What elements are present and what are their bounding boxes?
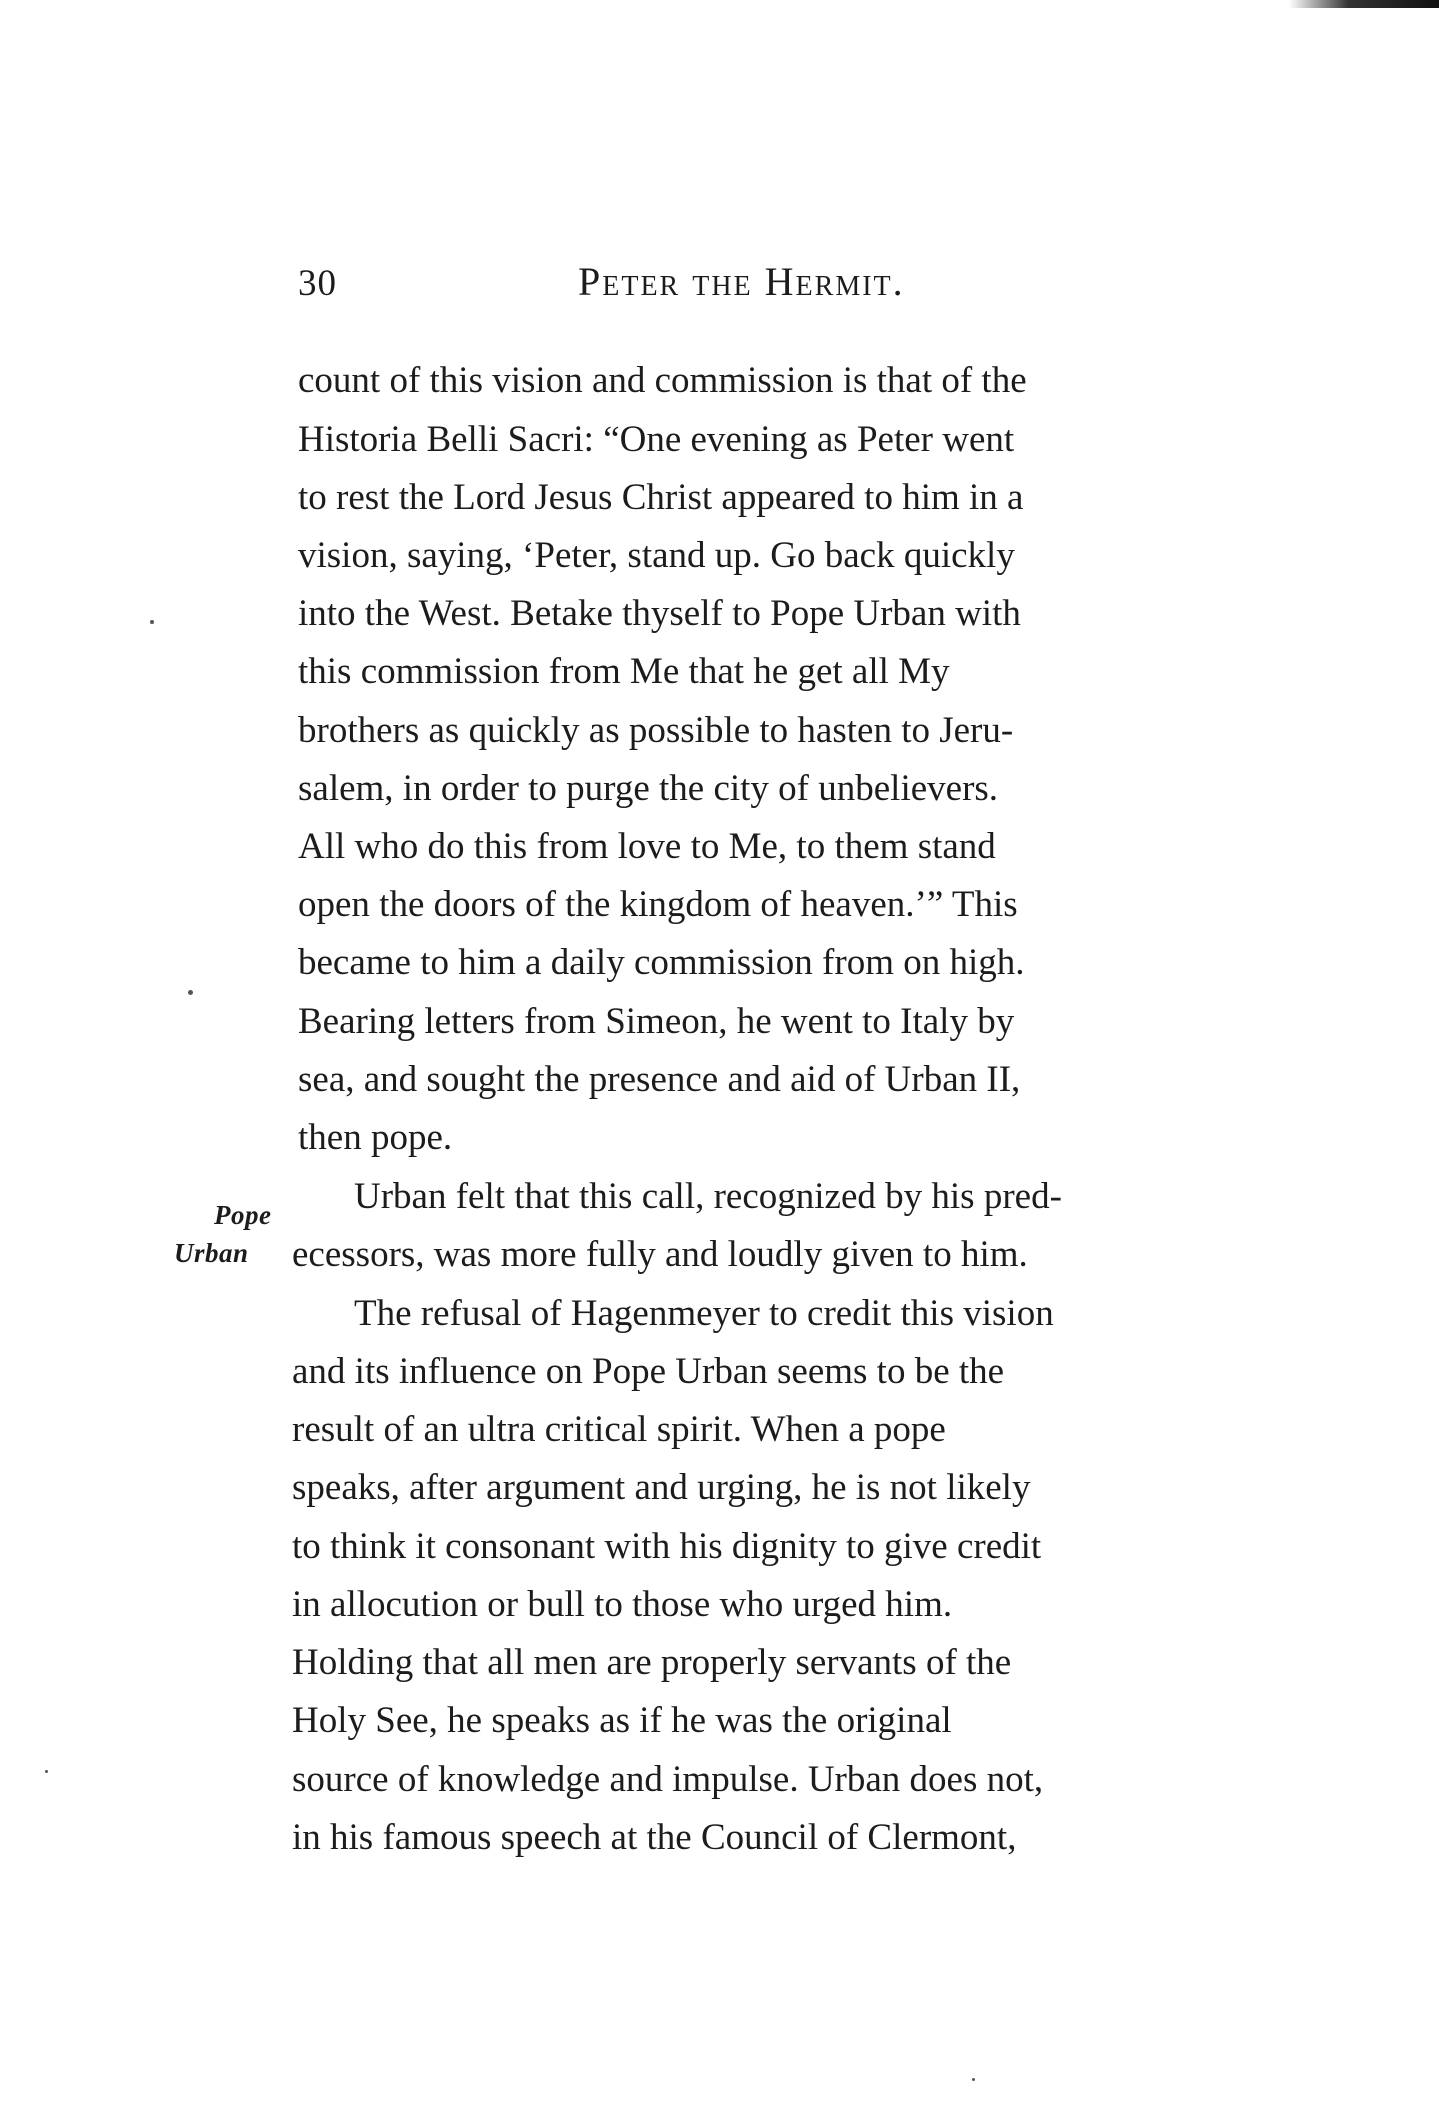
scan-speck	[45, 1770, 48, 1773]
text-line: count of this vision and commission is that of the	[298, 360, 1027, 401]
text-line: speaks, after argument and urging, he is not likely	[292, 1467, 1031, 1508]
text-line: Historia Belli Sacri: “One evening as Peter went	[298, 419, 1015, 460]
scan-edge-mark	[1289, 0, 1439, 8]
text-line: Urban felt that this call, recognized by his pred-	[354, 1176, 1062, 1217]
text-line: ecessors, was more fully and loudly given to him.	[292, 1234, 1028, 1275]
text-line: in allocution or bull to those who urged him.	[292, 1584, 953, 1625]
page-number: 30	[298, 263, 337, 304]
text-line: to rest the Lord Jesus Christ appeared to him in a	[298, 477, 1024, 518]
text-line: The refusal of Hagenmeyer to credit this vision	[354, 1293, 1054, 1334]
scan-speck	[188, 990, 193, 995]
text-line: brothers as quickly as possible to hasten to Jeru-	[298, 710, 1014, 751]
text-line: Bearing letters from Simeon, he went to Italy by	[298, 1001, 1015, 1042]
text-line: salem, in order to purge the city of unbelievers.	[298, 768, 999, 809]
scan-speck	[972, 2078, 975, 2081]
text-line: Holy See, he speaks as if he was the original	[292, 1700, 952, 1741]
text-line: source of knowledge and impulse. Urban does not,	[292, 1759, 1044, 1800]
text-line: became to him a daily commission from on high.	[298, 942, 1025, 983]
text-line: vision, saying, ‘Peter, stand up. Go back quickly	[298, 535, 1015, 576]
text-line: All who do this from love to Me, to them stand	[298, 826, 996, 867]
margin-note-line1: Pope	[214, 1200, 272, 1230]
text-line: result of an ultra critical spirit. When a pope	[292, 1409, 946, 1450]
text-line: then pope.	[298, 1117, 453, 1158]
running-title: Peter the Hermit.	[578, 259, 905, 304]
scan-speck	[150, 620, 154, 624]
text-line: Holding that all men are properly servants of the	[292, 1642, 1012, 1683]
margin-note-line2: Urban	[174, 1238, 249, 1268]
text-line: in his famous speech at the Council of Clermont,	[292, 1817, 1017, 1858]
text-line: and its influence on Pope Urban seems to be the	[292, 1351, 1005, 1392]
text-line: open the doors of the kingdom of heaven.’” This	[298, 884, 1018, 925]
text-line: this commission from Me that he get all My	[298, 651, 950, 692]
text-line: into the West. Betake thyself to Pope Urban with	[298, 593, 1021, 634]
text-line: sea, and sought the presence and aid of Urban II,	[298, 1059, 1021, 1100]
text-line: to think it consonant with his dignity to give credit	[292, 1526, 1042, 1567]
